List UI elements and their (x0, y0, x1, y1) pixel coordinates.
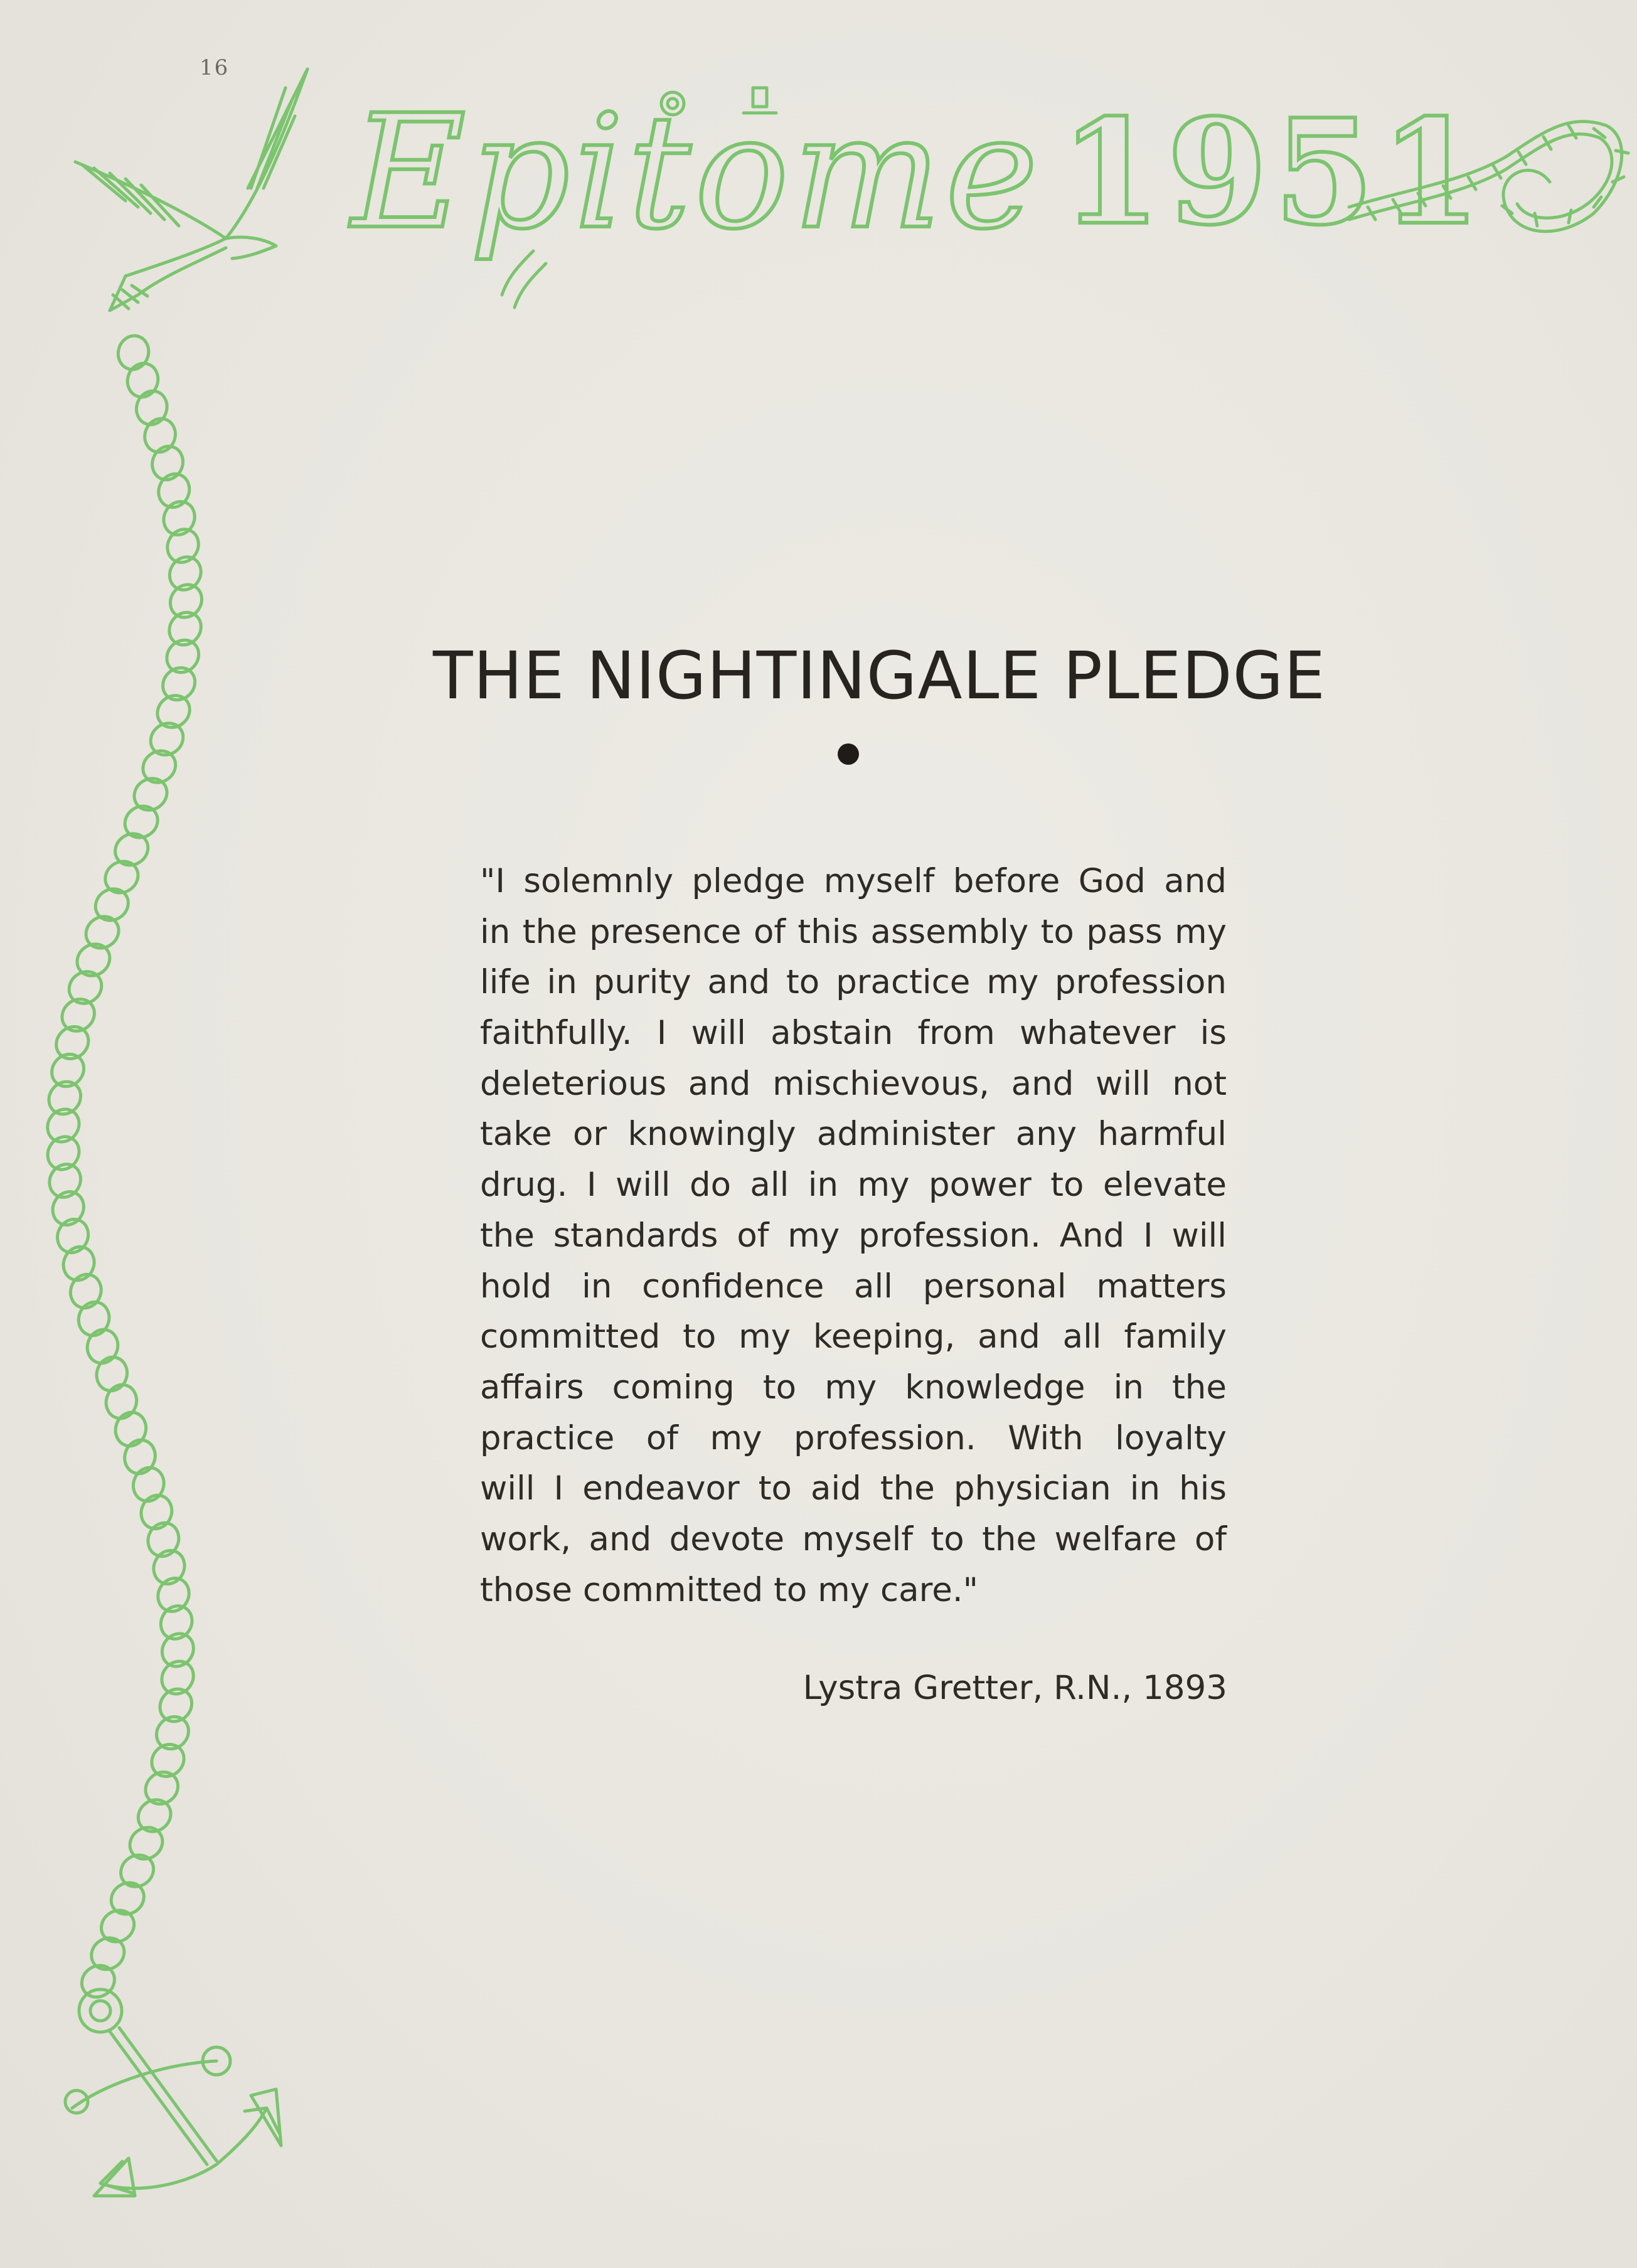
pledge-line: affairs coming to my knowledge in the (480, 1368, 1227, 1407)
rope-strand (156, 1627, 200, 1673)
pledge-line: "I solemnly pledge myself before God and (480, 862, 1227, 900)
rope-strand (163, 606, 208, 651)
rope-strand (160, 634, 205, 679)
pledge-line: those committed to my care." (480, 1570, 979, 1609)
rope-icon (41, 332, 208, 2003)
seagull-icon (75, 69, 307, 311)
yearbook-header-year: 1951 (1060, 88, 1488, 257)
rope-strand (43, 1075, 87, 1121)
pledge-line: will I endeavor to aid the physician in his (480, 1469, 1227, 1508)
anchor-icon (65, 1989, 281, 2196)
pledge-line: practice of my profession. With loyalty (480, 1419, 1227, 1457)
page-number: 16 (200, 55, 230, 80)
pledge-line: take or knowingly administer any harmful (480, 1115, 1227, 1154)
pledge-text (480, 856, 1227, 1616)
pledge-line: drug. I will do all in my power to elevate (480, 1166, 1227, 1205)
pledge-line: faithfully. I will abstain from whatever is (480, 1014, 1227, 1053)
pledge-signature: Lystra Gretter, R.N., 1893 (803, 1669, 1227, 1707)
pledge-line: life in purity and to practice my profession (480, 963, 1227, 1002)
bullet-ornament (838, 743, 859, 765)
pledge-line: in the presence of this assembly to pass my (480, 912, 1227, 951)
pledge-line: work, and devote myself to the welfare of (480, 1520, 1227, 1558)
yearbook-header-word: Epitome (351, 81, 1042, 264)
rope-strand (154, 1683, 199, 1728)
pledge-line: committed to my keeping, and all family (480, 1318, 1227, 1356)
pledge-line: hold in confidence all personal matters (480, 1267, 1227, 1306)
rope-strand (156, 1655, 200, 1700)
rope-strand (164, 578, 208, 624)
rope-strand (41, 1103, 86, 1148)
pledge-line: deleterious and mischievous, and will not (480, 1064, 1227, 1103)
page-title: THE NIGHTINGALE PLEDGE (433, 637, 1326, 714)
pledge-line: the standards of my profession. And I will (480, 1216, 1227, 1255)
